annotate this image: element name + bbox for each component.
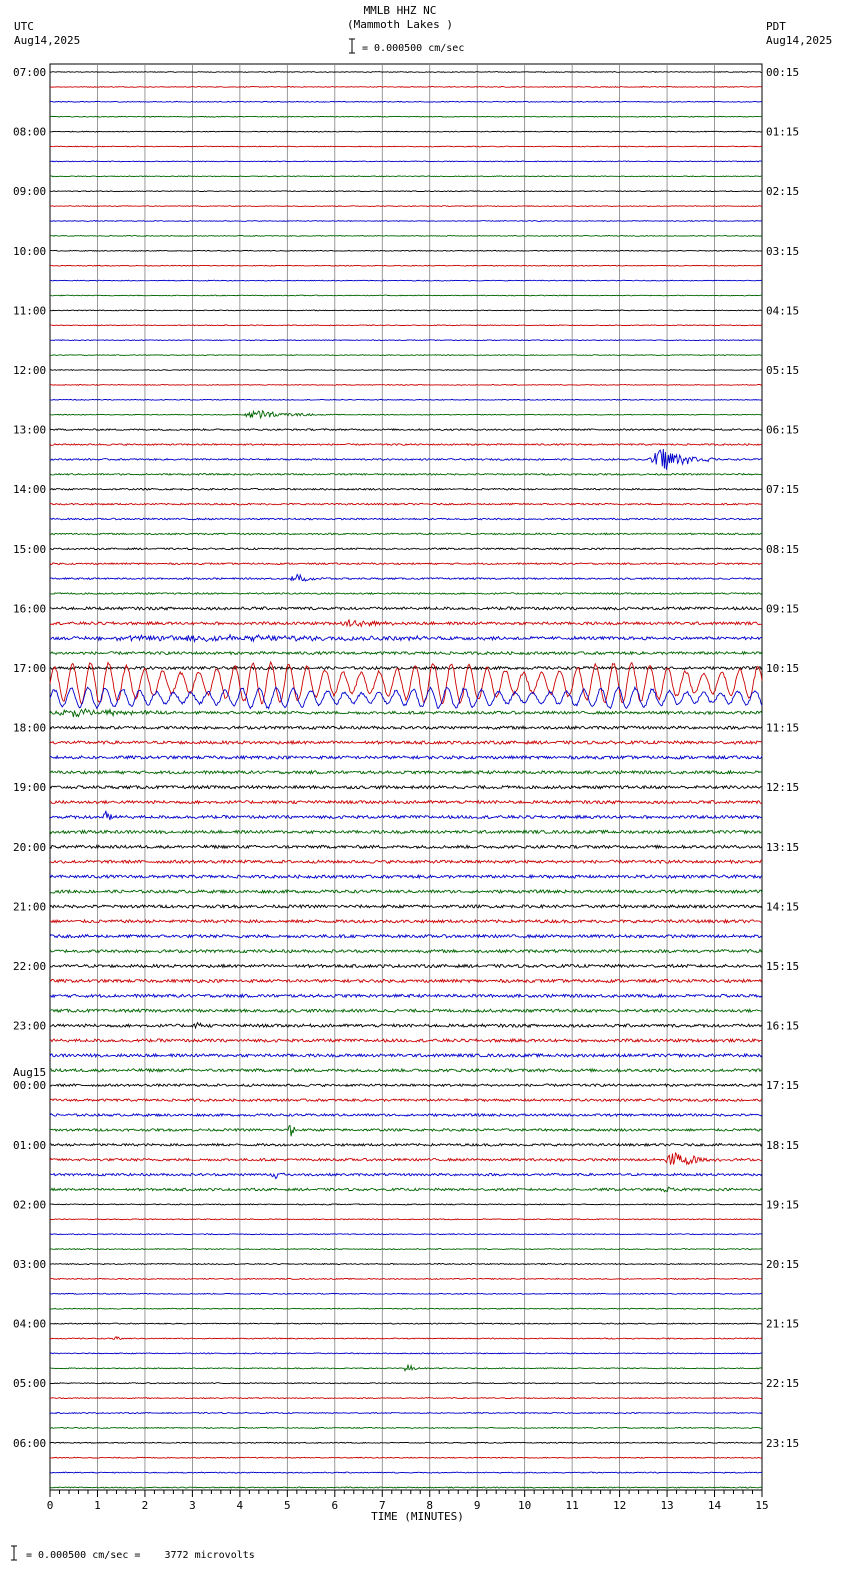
trace-row-13	[50, 265, 762, 266]
trace-row-53	[50, 860, 762, 863]
trace-row-46	[50, 756, 762, 759]
pdt-time-label: 20:15	[766, 1258, 800, 1271]
pdt-time-label: 04:15	[766, 304, 800, 318]
trace-row-19	[50, 355, 762, 356]
pdt-time-label: 05:15	[766, 364, 800, 377]
trace-row-81	[50, 1278, 762, 1279]
trace-row-72	[50, 1144, 762, 1146]
pdt-time-label: 21:15	[766, 1317, 800, 1331]
trace-row-16	[50, 310, 762, 311]
pdt-time-label: 02:15	[766, 185, 800, 199]
utc-time-label: 18:00	[13, 721, 47, 735]
trace-row-7	[50, 176, 762, 177]
trace-row-57	[50, 920, 762, 923]
trace-row-35	[50, 593, 762, 595]
pdt-time-label: 14:15	[766, 900, 800, 914]
utc-date-label: Aug15	[13, 1066, 47, 1080]
right-date: Aug14,2025	[766, 34, 833, 47]
trace-row-25	[50, 444, 762, 446]
trace-row-29	[50, 503, 762, 505]
trace-row-5	[50, 146, 762, 147]
trace-row-45	[50, 741, 762, 744]
pdt-time-label: 06:15	[766, 423, 800, 437]
trace-row-20	[50, 370, 762, 371]
utc-time-label: 03:00	[13, 1258, 47, 1271]
trace-row-47	[50, 771, 762, 774]
trace-row-23	[50, 411, 762, 418]
trace-row-68	[50, 1084, 762, 1086]
pdt-time-label: 07:15	[766, 483, 800, 497]
x-tick-label: 10	[518, 1499, 532, 1512]
utc-time-label: 13:00	[13, 423, 47, 437]
scale-label: = 0.000500 cm/sec	[362, 43, 465, 54]
trace-row-84	[50, 1323, 762, 1324]
x-tick-label: 2	[141, 1499, 149, 1512]
utc-time-label: 17:00	[13, 662, 47, 675]
trace-row-88	[50, 1383, 762, 1384]
pdt-time-label: 01:15	[766, 125, 800, 139]
trace-row-48	[50, 786, 762, 789]
left-timezone: UTC	[14, 20, 34, 33]
x-tick-label: 0	[46, 1499, 54, 1512]
trace-row-77	[50, 1219, 762, 1220]
utc-time-label: 09:00	[13, 185, 47, 199]
trace-row-94	[50, 1472, 762, 1473]
trace-row-28	[50, 488, 762, 490]
trace-row-64	[50, 1023, 762, 1028]
trace-row-71	[50, 1125, 762, 1136]
trace-row-61	[50, 979, 762, 982]
pdt-time-label: 13:15	[766, 840, 800, 854]
pdt-time-label: 00:15	[766, 66, 800, 79]
utc-time-label: 23:00	[13, 1019, 47, 1033]
trace-row-26	[50, 449, 762, 470]
trace-row-91	[50, 1427, 762, 1428]
trace-row-2	[50, 101, 762, 102]
trace-row-11	[50, 236, 762, 237]
trace-row-21	[50, 385, 762, 386]
trace-row-87	[50, 1365, 762, 1371]
station-title: MMLB HHZ NC	[363, 4, 437, 17]
pdt-time-label: 12:15	[766, 781, 800, 795]
utc-time-label: 06:00	[13, 1436, 47, 1450]
x-tick-label: 15	[755, 1499, 769, 1512]
utc-time-label: 00:00	[13, 1079, 47, 1093]
pdt-time-label: 16:15	[766, 1019, 800, 1033]
trace-row-56	[50, 905, 762, 908]
x-tick-label: 11	[565, 1499, 579, 1512]
utc-time-label: 15:00	[13, 542, 47, 556]
utc-time-label: 05:00	[13, 1377, 47, 1391]
trace-row-30	[50, 518, 762, 520]
trace-row-83	[50, 1308, 762, 1309]
x-axis-title: TIME (MINUTES)	[371, 1510, 464, 1523]
trace-row-92	[50, 1442, 762, 1443]
trace-row-31	[50, 533, 762, 535]
x-axis	[47, 1490, 769, 1512]
trace-row-0	[50, 72, 762, 73]
utc-time-label: 21:00	[13, 900, 47, 914]
trace-row-75	[50, 1187, 762, 1192]
utc-time-label: 14:00	[13, 483, 47, 497]
left-date: Aug14,2025	[14, 34, 81, 47]
scale-bar-icon	[348, 38, 356, 54]
trace-row-24	[50, 429, 762, 431]
trace-row-76	[50, 1204, 762, 1205]
grid-layer	[50, 64, 762, 1490]
trace-row-55	[50, 890, 762, 893]
trace-row-78	[50, 1234, 762, 1235]
trace-row-54	[50, 875, 762, 878]
trace-row-65	[50, 1039, 762, 1042]
trace-row-86	[50, 1353, 762, 1354]
trace-row-22	[50, 399, 762, 400]
trace-row-3	[50, 116, 762, 117]
utc-time-label: 08:00	[13, 125, 47, 139]
utc-time-label: 07:00	[13, 66, 47, 79]
trace-row-52	[50, 845, 762, 848]
trace-row-79	[50, 1249, 762, 1250]
utc-time-label: 11:00	[13, 304, 47, 318]
trace-row-37	[50, 619, 762, 626]
utc-time-label: 22:00	[13, 960, 47, 973]
pdt-time-label: 10:15	[766, 662, 800, 675]
utc-time-label: 10:00	[13, 244, 47, 258]
trace-row-58	[50, 935, 762, 938]
trace-row-89	[50, 1398, 762, 1399]
trace-row-6	[50, 161, 762, 162]
pdt-time-label: 17:15	[766, 1079, 800, 1093]
x-tick-label: 1	[94, 1499, 101, 1512]
trace-row-51	[50, 830, 762, 833]
trace-layer	[50, 72, 762, 1488]
footer-scale-bar-icon	[10, 1545, 18, 1561]
x-tick-label: 8	[426, 1499, 434, 1512]
trace-row-27	[50, 474, 762, 476]
pdt-time-label: 03:15	[766, 244, 800, 258]
pdt-time-label: 22:15	[766, 1377, 800, 1391]
utc-time-label: 02:00	[13, 1198, 47, 1212]
pdt-time-label: 09:15	[766, 602, 800, 616]
utc-time-label: 01:00	[13, 1138, 47, 1152]
trace-row-44	[50, 726, 762, 729]
x-tick-label: 3	[189, 1499, 196, 1512]
trace-row-67	[50, 1069, 762, 1072]
trace-row-4	[50, 131, 762, 132]
trace-row-43	[50, 709, 762, 717]
trace-row-18	[50, 340, 762, 341]
utc-time-label: 16:00	[13, 602, 47, 616]
utc-time-label: 19:00	[13, 781, 47, 795]
trace-row-38	[50, 635, 762, 642]
trace-row-49	[50, 801, 762, 804]
trace-row-12	[50, 250, 762, 251]
x-tick-label: 5	[284, 1499, 291, 1512]
trace-row-74	[50, 1173, 762, 1179]
station-location: (Mammoth Lakes )	[347, 18, 453, 31]
trace-row-90	[50, 1413, 762, 1414]
x-tick-label: 12	[612, 1499, 627, 1512]
x-tick-label: 9	[473, 1499, 481, 1512]
trace-row-85	[50, 1337, 762, 1340]
x-tick-label: 7	[378, 1499, 386, 1512]
trace-row-36	[50, 607, 762, 610]
trace-row-50	[50, 811, 762, 820]
trace-row-60	[50, 965, 762, 968]
utc-time-label: 20:00	[13, 840, 47, 854]
trace-row-9	[50, 206, 762, 207]
trace-row-1	[50, 87, 762, 88]
trace-row-32	[50, 548, 762, 550]
pdt-time-label: 15:15	[766, 960, 800, 973]
trace-row-14	[50, 280, 762, 281]
x-tick-label: 6	[331, 1499, 339, 1512]
trace-row-34	[50, 574, 762, 581]
x-tick-label: 4	[236, 1499, 244, 1512]
pdt-time-label: 11:15	[766, 721, 800, 735]
trace-row-17	[50, 325, 762, 326]
pdt-time-label: 18:15	[766, 1138, 800, 1152]
trace-row-82	[50, 1293, 762, 1294]
trace-row-59	[50, 950, 762, 953]
utc-time-label: 12:00	[13, 364, 47, 377]
trace-row-15	[50, 295, 762, 296]
pdt-time-label: 23:15	[766, 1436, 800, 1450]
x-tick-label: 14	[707, 1499, 722, 1512]
trace-row-62	[50, 994, 762, 997]
trace-row-8	[50, 191, 762, 192]
trace-row-66	[50, 1054, 762, 1057]
trace-row-95	[50, 1487, 762, 1488]
trace-row-70	[50, 1114, 762, 1116]
right-timezone: PDT	[766, 20, 786, 33]
trace-row-80	[50, 1264, 762, 1265]
trace-row-69	[50, 1099, 762, 1101]
trace-row-73	[50, 1153, 762, 1165]
trace-row-39	[50, 652, 762, 655]
pdt-time-label: 19:15	[766, 1198, 800, 1212]
trace-row-33	[50, 563, 762, 565]
trace-row-10	[50, 221, 762, 222]
trace-row-63	[50, 1009, 762, 1012]
utc-time-label: 04:00	[13, 1317, 47, 1331]
trace-row-93	[50, 1457, 762, 1458]
plot-frame	[50, 64, 762, 1490]
trace-row-40	[50, 667, 762, 670]
pdt-time-label: 08:15	[766, 542, 800, 556]
footer-scale-note: = 0.000500 cm/sec = 3772 microvolts	[26, 1550, 255, 1561]
x-tick-label: 13	[660, 1499, 674, 1512]
